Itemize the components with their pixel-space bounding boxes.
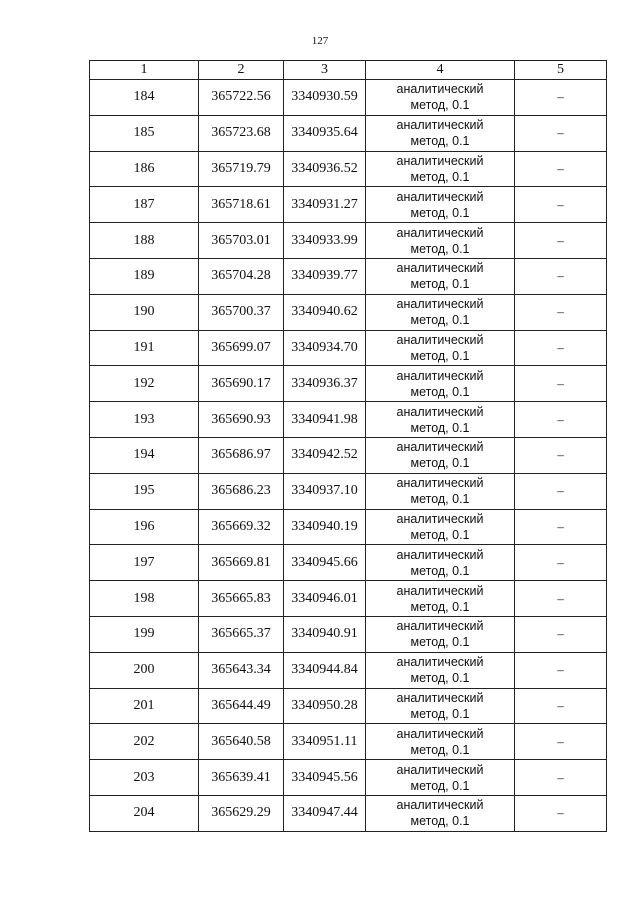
table-row <box>90 115 607 151</box>
note-cell: – <box>515 652 607 688</box>
x-coordinate-cell: 365719.79 <box>199 151 284 187</box>
point-number-cell: 198 <box>90 581 199 617</box>
method-label: аналитический <box>396 189 484 204</box>
x-coordinate-cell: 365722.56 <box>199 80 284 116</box>
x-coordinate-cell: 365686.23 <box>199 473 284 509</box>
point-number-cell: 199 <box>90 616 199 652</box>
y-coordinate-cell: 3340939.77 <box>284 258 366 294</box>
y-coordinate-cell: 3340942.52 <box>284 437 366 473</box>
y-coordinate-cell: 3340936.37 <box>284 366 366 402</box>
method-cell <box>366 688 515 724</box>
method-label: аналитический <box>396 619 484 634</box>
table-row <box>90 366 607 402</box>
method-cell <box>366 760 515 796</box>
x-coordinate-cell: 365700.37 <box>199 294 284 330</box>
point-number-cell: 185 <box>90 115 199 151</box>
note-cell: – <box>515 545 607 581</box>
x-coordinate-cell: 365639.41 <box>199 760 284 796</box>
column-header-5: 5 <box>515 61 607 80</box>
method-label: аналитический <box>396 798 484 813</box>
method-cell <box>366 652 515 688</box>
note-cell: – <box>515 258 607 294</box>
method-label: аналитический <box>396 297 484 312</box>
table-body <box>90 80 607 832</box>
x-coordinate-cell: 365718.61 <box>199 187 284 223</box>
point-number-cell: 203 <box>90 760 199 796</box>
method-accuracy: метод, 0.1 <box>410 635 470 650</box>
y-coordinate-cell: 3340940.19 <box>284 509 366 545</box>
table-row <box>90 795 607 831</box>
point-number-cell: 194 <box>90 437 199 473</box>
method-label: аналитический <box>396 476 484 491</box>
method-label: аналитический <box>396 82 484 97</box>
method-accuracy: метод, 0.1 <box>410 563 470 578</box>
header-row <box>90 61 607 80</box>
y-coordinate-cell: 3340933.99 <box>284 223 366 259</box>
point-number-cell: 195 <box>90 473 199 509</box>
point-number-cell: 189 <box>90 258 199 294</box>
table-row <box>90 151 607 187</box>
y-coordinate-cell: 3340944.84 <box>284 652 366 688</box>
x-coordinate-cell: 365703.01 <box>199 223 284 259</box>
table-row <box>90 616 607 652</box>
method-label: аналитический <box>396 332 484 347</box>
note-cell: – <box>515 115 607 151</box>
table-row <box>90 545 607 581</box>
note-cell: – <box>515 795 607 831</box>
method-cell <box>366 187 515 223</box>
note-cell: – <box>515 402 607 438</box>
x-coordinate-cell: 365644.49 <box>199 688 284 724</box>
y-coordinate-cell: 3340935.64 <box>284 115 366 151</box>
method-accuracy: метод, 0.1 <box>410 814 470 829</box>
method-label: аналитический <box>396 583 484 598</box>
table-row <box>90 688 607 724</box>
method-accuracy: метод, 0.1 <box>410 98 470 113</box>
method-cell <box>366 294 515 330</box>
point-number-cell: 191 <box>90 330 199 366</box>
note-cell: – <box>515 151 607 187</box>
point-number-cell: 186 <box>90 151 199 187</box>
x-coordinate-cell: 365629.29 <box>199 795 284 831</box>
note-cell: – <box>515 187 607 223</box>
y-coordinate-cell: 3340945.56 <box>284 760 366 796</box>
x-coordinate-cell: 365690.93 <box>199 402 284 438</box>
x-coordinate-cell: 365669.32 <box>199 509 284 545</box>
point-number-cell: 204 <box>90 795 199 831</box>
method-accuracy: метод, 0.1 <box>410 348 470 363</box>
method-label: аналитический <box>396 511 484 526</box>
method-label: аналитический <box>396 726 484 741</box>
table-row <box>90 473 607 509</box>
method-label: аналитический <box>396 762 484 777</box>
method-cell <box>366 795 515 831</box>
note-cell: – <box>515 223 607 259</box>
coordinates-table <box>89 60 607 832</box>
y-coordinate-cell: 3340930.59 <box>284 80 366 116</box>
method-accuracy: метод, 0.1 <box>410 420 470 435</box>
y-coordinate-cell: 3340937.10 <box>284 473 366 509</box>
method-accuracy: метод, 0.1 <box>410 706 470 721</box>
method-accuracy: метод, 0.1 <box>410 205 470 220</box>
method-accuracy: метод, 0.1 <box>410 671 470 686</box>
table-row <box>90 258 607 294</box>
note-cell: – <box>515 437 607 473</box>
method-accuracy: метод, 0.1 <box>410 277 470 292</box>
note-cell: – <box>515 80 607 116</box>
y-coordinate-cell: 3340951.11 <box>284 724 366 760</box>
table-row <box>90 402 607 438</box>
note-cell: – <box>515 581 607 617</box>
point-number-cell: 201 <box>90 688 199 724</box>
y-coordinate-cell: 3340950.28 <box>284 688 366 724</box>
x-coordinate-cell: 365704.28 <box>199 258 284 294</box>
table-row <box>90 294 607 330</box>
y-coordinate-cell: 3340934.70 <box>284 330 366 366</box>
method-cell <box>366 545 515 581</box>
x-coordinate-cell: 365690.17 <box>199 366 284 402</box>
page-number: 127 <box>311 35 329 47</box>
table-header <box>90 61 607 80</box>
method-cell <box>366 724 515 760</box>
method-accuracy: метод, 0.1 <box>410 134 470 149</box>
note-cell: – <box>515 688 607 724</box>
method-cell <box>366 581 515 617</box>
y-coordinate-cell: 3340940.62 <box>284 294 366 330</box>
method-accuracy: метод, 0.1 <box>410 384 470 399</box>
x-coordinate-cell: 365686.97 <box>199 437 284 473</box>
method-cell <box>366 509 515 545</box>
note-cell: – <box>515 616 607 652</box>
method-cell <box>366 330 515 366</box>
table-row <box>90 581 607 617</box>
table-row <box>90 330 607 366</box>
method-label: аналитический <box>396 261 484 276</box>
method-label: аналитический <box>396 547 484 562</box>
table-row <box>90 80 607 116</box>
point-number-cell: 184 <box>90 80 199 116</box>
x-coordinate-cell: 365643.34 <box>199 652 284 688</box>
table-row <box>90 652 607 688</box>
table-row <box>90 223 607 259</box>
point-number-cell: 190 <box>90 294 199 330</box>
column-header-1: 1 <box>90 61 199 80</box>
point-number-cell: 187 <box>90 187 199 223</box>
y-coordinate-cell: 3340947.44 <box>284 795 366 831</box>
table-row <box>90 437 607 473</box>
y-coordinate-cell: 3340945.66 <box>284 545 366 581</box>
method-cell <box>366 151 515 187</box>
x-coordinate-cell: 365699.07 <box>199 330 284 366</box>
method-accuracy: метод, 0.1 <box>410 313 470 328</box>
method-accuracy: метод, 0.1 <box>410 492 470 507</box>
table-row <box>90 724 607 760</box>
y-coordinate-cell: 3340936.52 <box>284 151 366 187</box>
method-label: аналитический <box>396 153 484 168</box>
method-cell <box>366 80 515 116</box>
y-coordinate-cell: 3340940.91 <box>284 616 366 652</box>
x-coordinate-cell: 365665.83 <box>199 581 284 617</box>
method-accuracy: метод, 0.1 <box>410 599 470 614</box>
y-coordinate-cell: 3340941.98 <box>284 402 366 438</box>
method-cell <box>366 473 515 509</box>
method-label: аналитический <box>396 655 484 670</box>
method-accuracy: метод, 0.1 <box>410 241 470 256</box>
method-cell <box>366 258 515 294</box>
point-number-cell: 192 <box>90 366 199 402</box>
point-number-cell: 197 <box>90 545 199 581</box>
note-cell: – <box>515 509 607 545</box>
method-label: аналитический <box>396 368 484 383</box>
method-cell <box>366 402 515 438</box>
table-row <box>90 760 607 796</box>
note-cell: – <box>515 473 607 509</box>
method-label: аналитический <box>396 440 484 455</box>
x-coordinate-cell: 365669.81 <box>199 545 284 581</box>
method-accuracy: метод, 0.1 <box>410 778 470 793</box>
y-coordinate-cell: 3340931.27 <box>284 187 366 223</box>
method-accuracy: метод, 0.1 <box>410 169 470 184</box>
method-cell <box>366 223 515 259</box>
method-cell <box>366 366 515 402</box>
method-label: аналитический <box>396 690 484 705</box>
method-cell <box>366 616 515 652</box>
method-label: аналитический <box>396 118 484 133</box>
x-coordinate-cell: 365640.58 <box>199 724 284 760</box>
table-row <box>90 187 607 223</box>
note-cell: – <box>515 724 607 760</box>
method-cell <box>366 115 515 151</box>
column-header-4: 4 <box>366 61 515 80</box>
note-cell: – <box>515 294 607 330</box>
method-cell <box>366 437 515 473</box>
note-cell: – <box>515 366 607 402</box>
table-row <box>90 509 607 545</box>
point-number-cell: 200 <box>90 652 199 688</box>
column-header-2: 2 <box>199 61 284 80</box>
point-number-cell: 202 <box>90 724 199 760</box>
method-accuracy: метод, 0.1 <box>410 527 470 542</box>
x-coordinate-cell: 365665.37 <box>199 616 284 652</box>
method-accuracy: метод, 0.1 <box>410 742 470 757</box>
note-cell: – <box>515 760 607 796</box>
method-label: аналитический <box>396 404 484 419</box>
method-accuracy: метод, 0.1 <box>410 456 470 471</box>
y-coordinate-cell: 3340946.01 <box>284 581 366 617</box>
note-cell: – <box>515 330 607 366</box>
column-header-3: 3 <box>284 61 366 80</box>
x-coordinate-cell: 365723.68 <box>199 115 284 151</box>
method-label: аналитический <box>396 225 484 240</box>
point-number-cell: 196 <box>90 509 199 545</box>
point-number-cell: 188 <box>90 223 199 259</box>
point-number-cell: 193 <box>90 402 199 438</box>
